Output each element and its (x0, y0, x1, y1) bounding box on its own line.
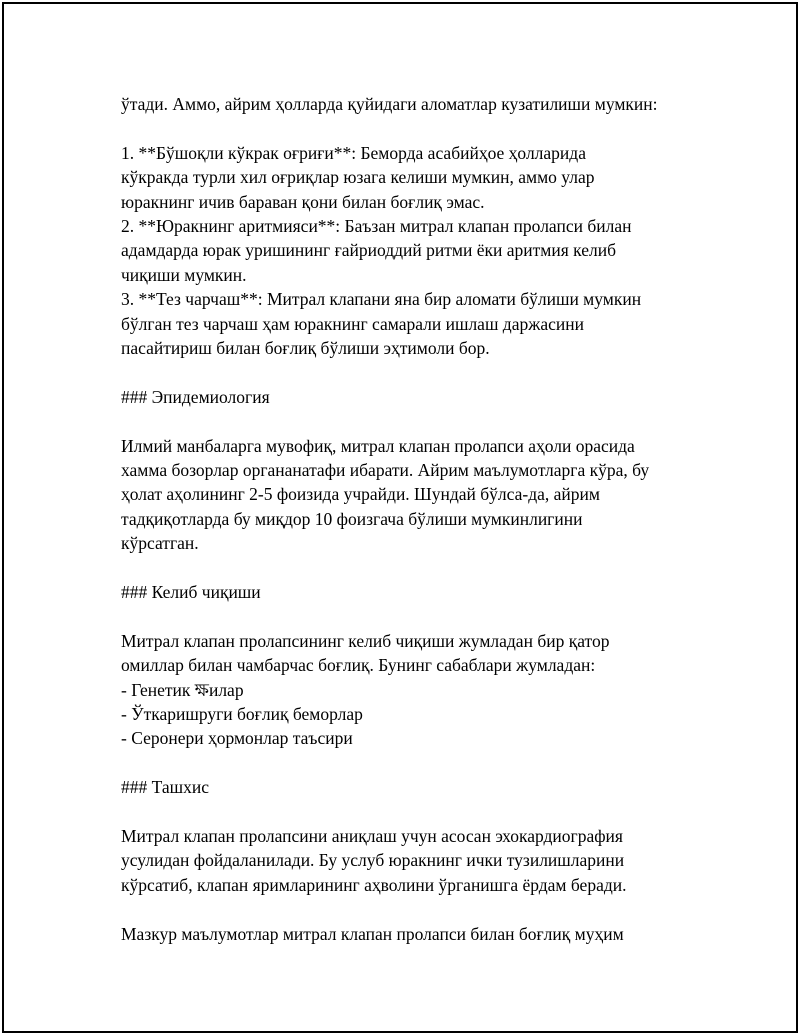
text-line: адамдарда юрак уришининг ғайриоддий ритми ёки аритмия келиб (121, 240, 616, 261)
paragraph-gap (121, 556, 721, 580)
symptom-item-3 (121, 287, 721, 360)
text-line: 3. **Тез чарчаш**: Митрал клапани яна бир аломати бўлиши мумкин (121, 289, 642, 310)
text-line: Митрал клапан пролапсини аниқлаш учун асосан эхокардиография (121, 826, 623, 847)
text-line: Илмий манбаларга мувофиқ, митрал клапан пролапси аҳоли орасида (121, 435, 635, 456)
heading-diagnosis (121, 775, 721, 799)
text-line: ҳолат аҳолининг 2-5 фоизида учрайди. Шундай бўлса-да, айрим (121, 484, 600, 505)
text-line: кўкракда турли хил оғриқлар юзага келиши мумкин, аммо улар (121, 167, 595, 188)
paragraph-gap (121, 409, 721, 433)
text-line: 1. **Бўшоқли кўкрак оғриғи**: Беморда асабийҳое ҳолларида (121, 142, 586, 163)
text-line: омиллар билан чамбарчас боғлиқ. Бунинг сабаблари жумладан: (121, 655, 596, 676)
text-line: юракнинг ичив бараван қони билан боғлиқ эмас. (121, 191, 485, 212)
closing-paragraph (121, 922, 721, 946)
symptom-item-1 (121, 141, 721, 214)
section-heading: ### Эпидемиология (121, 386, 270, 407)
heading-origin (121, 580, 721, 604)
text-line: усулидан фойдаланилади. Бу услуб юракнинг ички тузилишларини (121, 850, 625, 871)
text-line: хамма бозорлар органанатафи ибарати. Айрим маълумотларга кўра, бу (121, 460, 650, 481)
section-heading: ### Ташхис (121, 777, 210, 798)
list-item: - Ўткаришруги боғлиқ беморлар (121, 704, 363, 725)
paragraph-gap (121, 897, 721, 921)
list-item: - Генетик ক্ষилар (121, 679, 244, 700)
text-line: Митрал клапан пролапсининг келиб чиқиши жумладан бир қатор (121, 630, 610, 651)
text-line: чиқиши мумкин. (121, 264, 247, 285)
epidemiology-paragraph (121, 434, 721, 556)
paragraph-gap (121, 360, 721, 384)
heading-epidemiology (121, 385, 721, 409)
paragraph-gap (121, 116, 721, 140)
document-page (2, 2, 798, 1033)
text-line: бўлган тез чарчаш ҳам юракнинг самарали ишлаш даржасини (121, 313, 584, 334)
paragraph-gap (121, 604, 721, 628)
document-body (121, 92, 721, 946)
text-line: Мазкур маълумотлар митрал клапан пролапси билан боғлиқ муҳим (121, 923, 624, 944)
section-heading: ### Келиб чиқиши (121, 582, 261, 603)
text-line: тадқиқотларда бу миқдор 10 фоизгача бўлиши мумкинлигини (121, 508, 583, 529)
paragraph-gap (121, 800, 721, 824)
text-line: 2. **Юракнинг аритмияси**: Баъзан митрал клапан пролапси билан (121, 216, 632, 237)
text-line: ўтади. Аммо, айрим ҳолларда қуйидаги аломатлар кузатилиши мумкин: (121, 94, 658, 114)
paragraph-gap (121, 751, 721, 775)
text-line: кўрсатиб, клапан яримларининг аҳволини ўрганишга ёрдам беради. (121, 874, 627, 895)
text-line: пасайтириш билан боғлиқ бўлиши эҳтимоли бор. (121, 338, 490, 359)
intro-paragraph (121, 92, 721, 116)
text-line: кўрсатган. (121, 533, 199, 554)
symptom-item-2 (121, 214, 721, 287)
list-item: - Серонери ҳормонлар таъсири (121, 728, 353, 749)
diagnosis-paragraph (121, 824, 721, 897)
origin-paragraph (121, 629, 721, 751)
